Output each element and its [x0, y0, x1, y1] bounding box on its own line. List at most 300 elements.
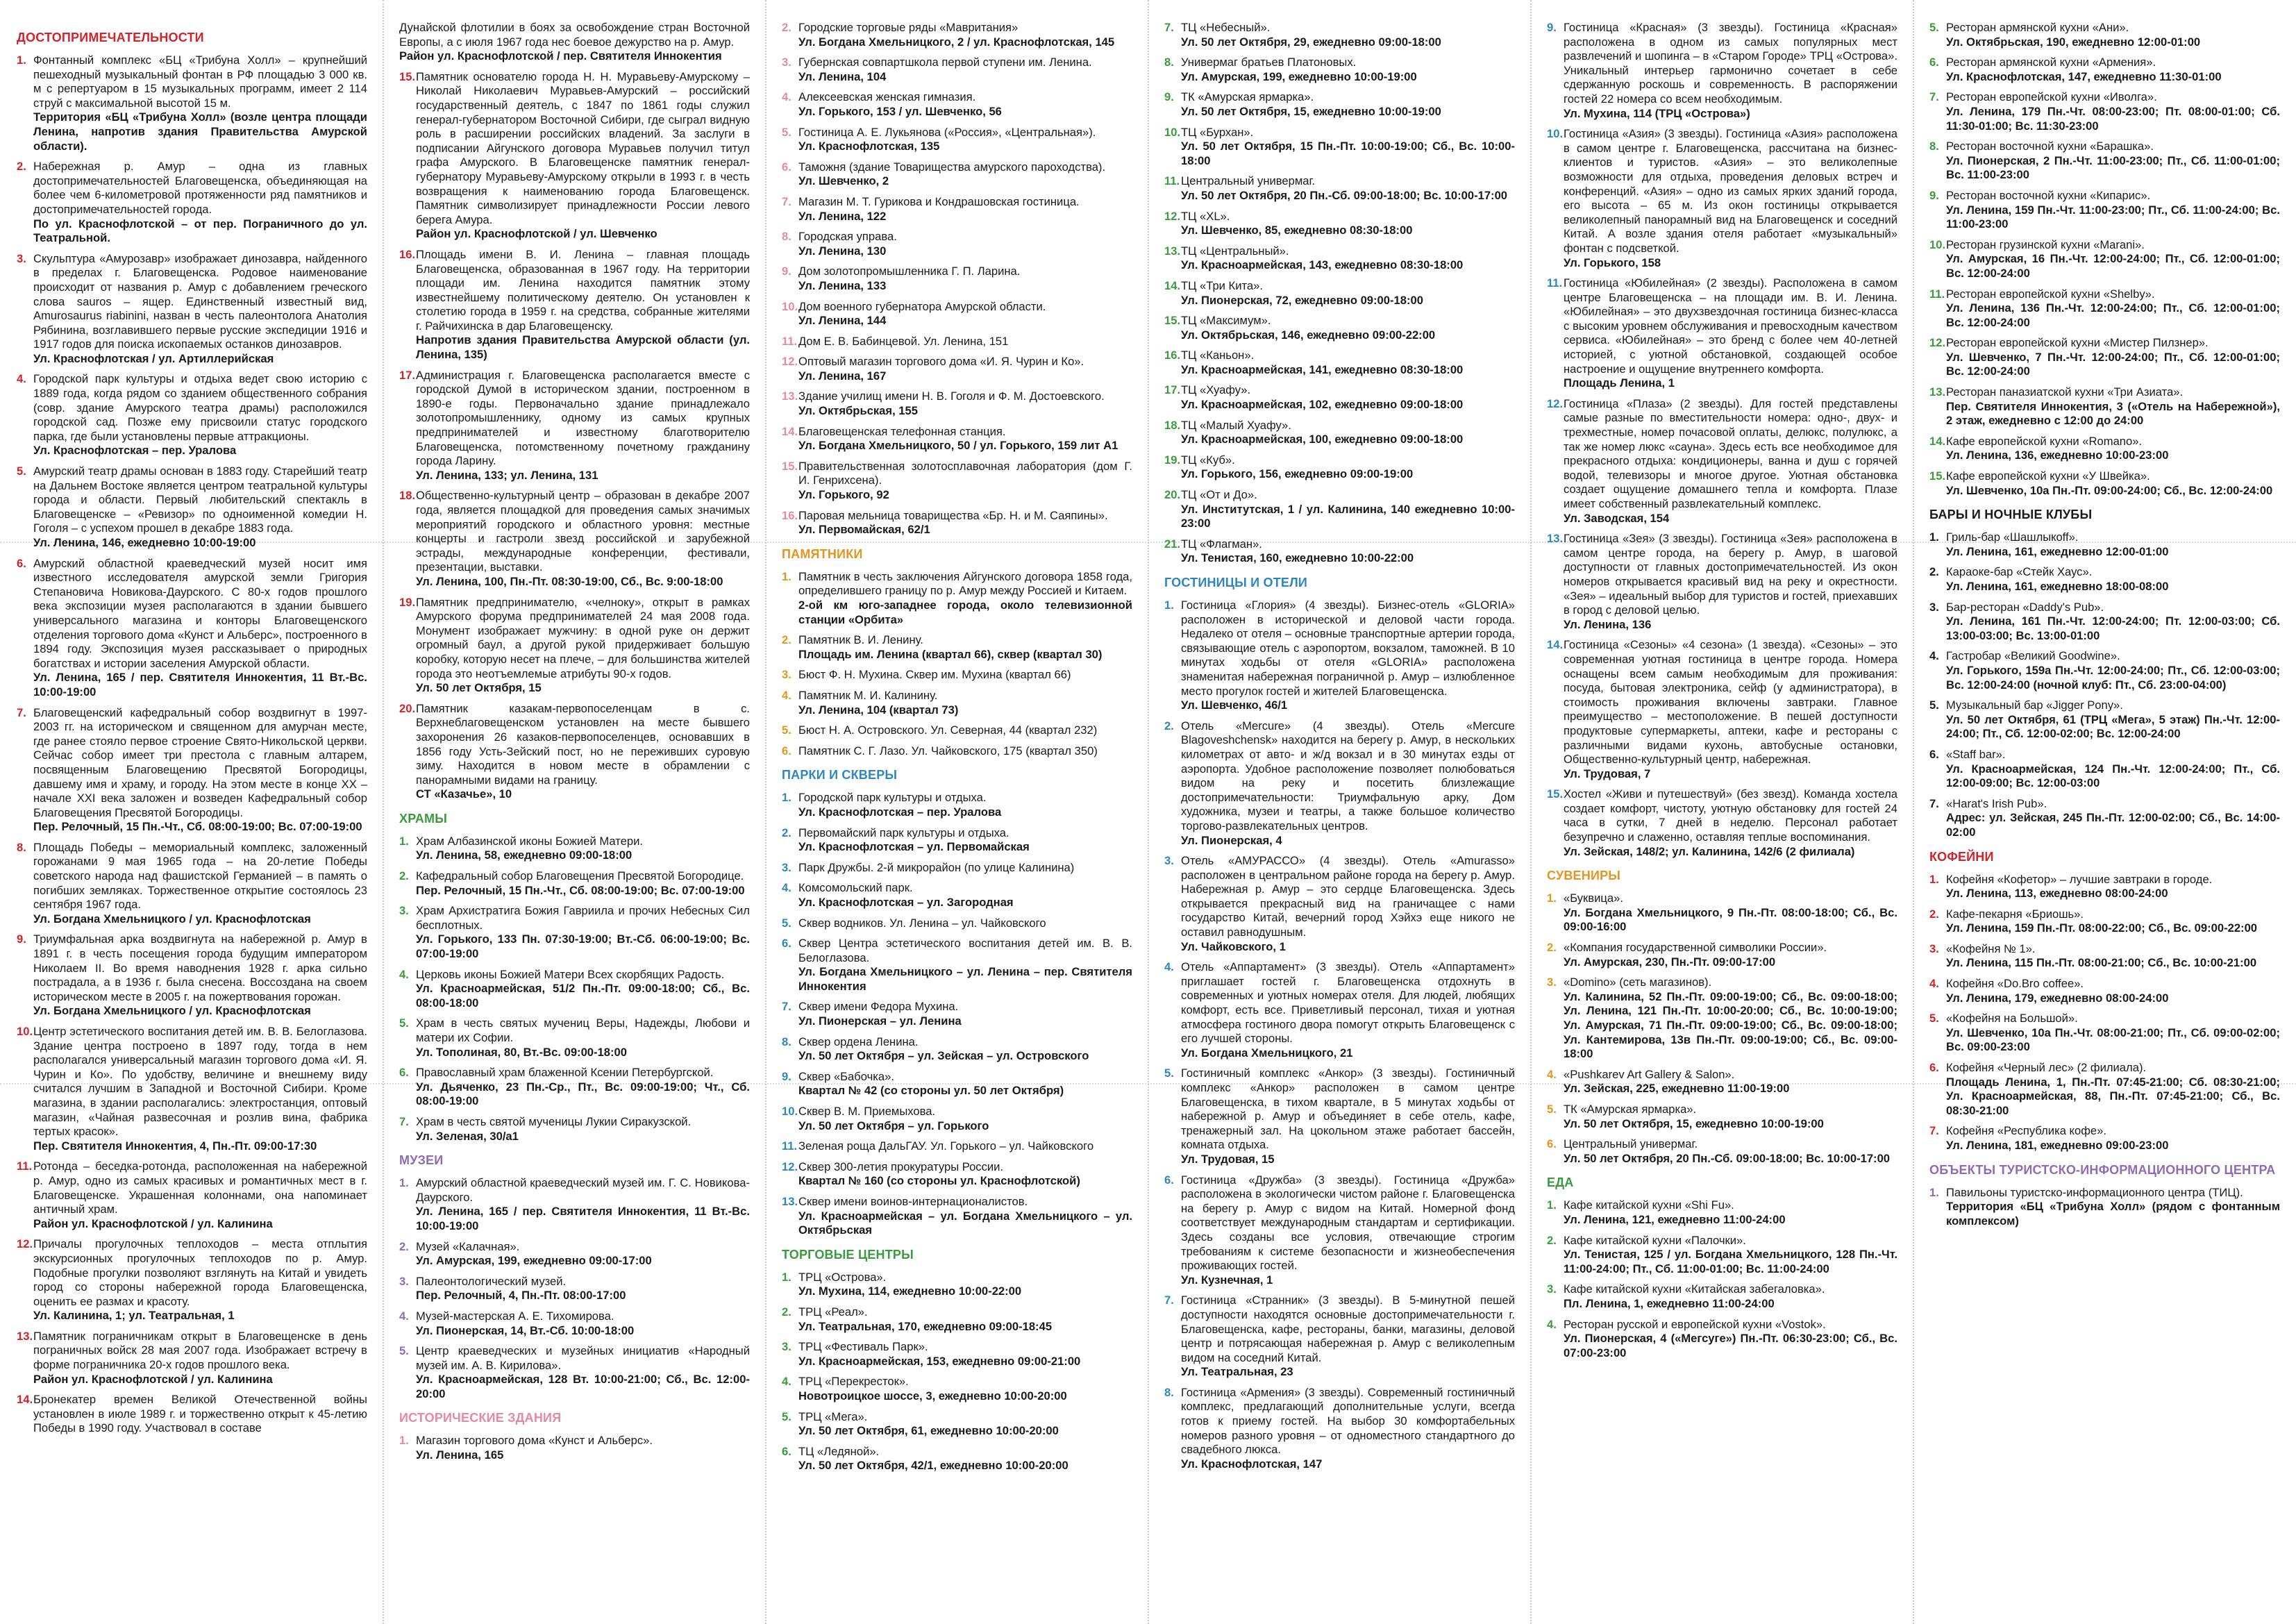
item-description: Набережная р. Амур – одна из главных достопримечательностей Благовещенска, объединяющая на более чем 6-километровой протяженности ряд памятников и достопримечательностей города. — [33, 160, 367, 216]
item-body — [33, 1330, 367, 1387]
item-number: 6. — [782, 744, 791, 757]
item-address: Пер. Релочный, 15 Пн.-Чт., Сб. 08:00-19:00; Вс. 07:00-19:00 — [33, 820, 362, 834]
list-item — [1929, 907, 2280, 936]
item-address: Ул. Богдана Хмельницкого – ул. Ленина – пер. Святителя Иннокентия — [798, 965, 1132, 993]
item-address: Ул. Ленина, 146, ежедневно 10:00-19:00 — [33, 536, 256, 549]
item-address: Пл. Ленина, 1, ежедневно 11:00-24:00 — [1564, 1296, 1775, 1310]
item-number: 7. — [782, 1000, 791, 1014]
item-address: Ул. Пионерская, 2 Пн.-Чт. 11:00-23:00; Пт., Сб. 11:00-01:00; Вс. 11:00-23:00 — [1946, 153, 2280, 182]
item-description: ТЦ «Хуафу». — [1181, 383, 1251, 397]
item-body — [798, 570, 1132, 627]
item-address: Ул. Трудовая, 15 — [1181, 1152, 1275, 1166]
item-description: Бюст Ф. Н. Мухина. Сквер им. Мухина (квартал 66) — [798, 668, 1071, 682]
item-address: Ул. Красноармейская, 124 Пн.-Чт. 12:00-24:00; Пт., Сб. 12:00-09:00; Вс. 12:00-03:00 — [1946, 762, 2280, 790]
item-description: Храм в честь святых мучениц Веры, Надежды, Любови и матери их Софии. — [416, 1016, 750, 1044]
item-body — [1564, 1198, 1897, 1227]
item-address: По ул. Краснофлотской – от пер. Пограничного до ул. Театральной. — [33, 217, 367, 245]
item-body — [1564, 1282, 1897, 1311]
item-description: Алексеевская женская гимназия. — [798, 90, 976, 104]
item-number: 8. — [1164, 56, 1174, 69]
list-item — [1929, 942, 2280, 971]
list-item — [17, 372, 367, 458]
item-body — [416, 1016, 750, 1060]
section-heading: СУВЕНИРЫ — [1547, 869, 1621, 883]
item-body — [798, 1410, 1132, 1439]
item-body — [1181, 383, 1515, 412]
list-item — [1929, 530, 2280, 559]
list-item — [1547, 1103, 1897, 1131]
item-number: 3. — [1164, 854, 1174, 868]
list-item — [782, 1035, 1132, 1064]
item-description: Кафе-пекарня «Бриошь». — [1946, 907, 2084, 921]
item-number: 2. — [1547, 1233, 1557, 1247]
item-description: Храм Архистратига Божия Гавриила и прочих Небесных Сил бесплотных. — [416, 904, 750, 932]
list-item — [782, 1105, 1132, 1133]
list-item — [17, 706, 367, 835]
list-item — [782, 390, 1132, 418]
item-address: Ул. Ленина, 165 / пер. Святителя Иннокентия, 11 Вт.-Вс. 10:00-19:00 — [416, 1205, 750, 1232]
item-body — [1564, 1318, 1897, 1361]
list-item — [782, 1195, 1132, 1238]
item-number: 12. — [1929, 336, 1946, 350]
item-body — [1181, 1173, 1515, 1288]
item-description: Памятник казакам-первопоселенцам в с. Верхнеблаговещенском установлен на месте бывшего захоронения 26 казаков-первопоселенцев, основавших в 1856 году Усть-Зейский пост, но не переживших суровую зиму. Находится в новом месте в обрамлении с панорамными видами на границу. — [416, 701, 750, 787]
list-item — [782, 1160, 1132, 1189]
item-address: Ул. Ленина, 159 Пн.-Пт. 08:00-22:00; Сб., Вс. 09:00-22:00 — [1946, 921, 2258, 935]
item-address: Ул. Шевченко, 10а Пн.-Пт. 09:00-24:00; Сб., Вс. 12:00-24:00 — [1946, 483, 2273, 497]
list-item — [782, 668, 1132, 683]
item-number: 1. — [17, 53, 26, 67]
item-number: 13. — [1929, 385, 1946, 399]
item-description: «Harat's Irish Pub». — [1946, 796, 2047, 810]
item-description: Правительственная золотосплавочная лаборатория (дом Г. И. Генрихсена). — [798, 459, 1132, 487]
item-address: Район ул. Краснофлотской / ул. Калинина — [33, 1216, 273, 1230]
item-address: Район ул. Краснофлотской / пер. Святителя Иннокентия — [399, 49, 722, 63]
list-item — [399, 1016, 750, 1060]
item-number: 21. — [1164, 537, 1181, 551]
item-body — [1564, 976, 1897, 1062]
list-item — [399, 1434, 750, 1462]
list-item — [17, 252, 367, 367]
list-item — [1164, 1294, 1515, 1380]
item-number: 1. — [782, 791, 791, 805]
item-description: Губернская совпартшкола первой ступени им. Ленина. — [798, 56, 1092, 69]
item-number: 11. — [1164, 174, 1180, 188]
item-description: Амурский театр драмы основан в 1883 году. Старейший театр на Дальнем Востоке является центром театральной культуры города и области. Первый любительский спектакль в Благовещенске – «Ревизор» по одноименной комедии Н. Гоголя – с успехом прошел в декабре 1883 года. — [33, 464, 367, 535]
item-description: ТЦ «Бурхан». — [1181, 125, 1254, 139]
item-number: 14. — [17, 1393, 33, 1407]
item-number: 20. — [399, 701, 416, 715]
item-body — [416, 968, 750, 1011]
item-address: Ул. Трудовая, 7 — [1564, 767, 1651, 780]
item-number: 5. — [782, 916, 791, 930]
list-item — [782, 826, 1132, 855]
item-number: 12. — [782, 1160, 798, 1173]
item-address: Ул. Горького, 158 — [1564, 256, 1661, 269]
item-address: Ул. Ленина, 104 (квартал 73) — [798, 703, 959, 717]
list-item — [1164, 56, 1515, 84]
item-body — [1181, 349, 1515, 377]
list-item — [1547, 532, 1897, 632]
item-number: 4. — [399, 967, 409, 981]
item-address: Ул. Ленина, 121, ежедневно 11:00-24:00 — [1564, 1212, 1786, 1226]
item-description: Музей «Калачная». — [416, 1239, 520, 1253]
item-address: Район ул. Краснофлотской / ул. Шевченко — [416, 227, 657, 241]
list-item — [782, 300, 1132, 328]
item-number: 8. — [1929, 140, 1939, 153]
section-heading: ПАРКИ И СКВЕРЫ — [782, 768, 898, 782]
item-description: Отель «Аппартамент» (3 звезды). Отель «Аппартамент» приглашает гостей г. Благовещенска отдохнуть в современных и уютных номерах отеля. Для людей, любящих комфорт, есть все. Приветливый персонал, тихая и уютная атмосфера гостиного двора помогут открыть Благовещенск с его лучшей стороны. — [1181, 960, 1515, 1046]
list-item — [782, 230, 1132, 258]
item-address: Ул. Заводская, 154 — [1564, 511, 1670, 525]
item-body — [798, 826, 1132, 855]
item-description: Гостиница «Странник» (3 звезды). В 5-минутной пешей доступности находятся основные достопримечательности г. Благовещенска, кафе, рестораны, банки, магазины, деловой центр и потрясающая набережная р. Амур с великолепным видом на соседний Китай. — [1181, 1294, 1515, 1364]
item-description: Дом военного губернатора Амурской области. — [798, 299, 1046, 313]
item-body — [1181, 719, 1515, 848]
item-body — [1946, 469, 2280, 498]
item-body — [416, 904, 750, 961]
item-body — [1181, 488, 1515, 531]
item-description: Площадь имени В. И. Ленина – главная площадь Благовещенска, образованная в 1967 году. На территории площади им. Ленина находится памятник этому известнейшему политическому деятелю. Он установлен к столетию города в 1959 г. на средства, собранные жителями г. Райчихинска в дар Благовещенску. — [416, 247, 750, 333]
column-5 — [1547, 21, 1897, 1614]
item-description: Паровая мельница товарищества «Бр. Н. и М. Саяпины». — [798, 508, 1108, 522]
list-item — [399, 70, 750, 242]
item-address: Ул. 50 лет Октября, 42/1, ежедневно 10:00-20:00 — [798, 1459, 1069, 1473]
item-address: Ул. Ленина, 161, ежедневно 18:00-08:00 — [1946, 580, 2169, 593]
list-item — [1547, 1282, 1897, 1311]
item-description: Дом золотопромышленника Г. П. Ларина. — [798, 265, 1021, 278]
item-address: Ул. Октябрьская, 146, ежедневно 09:00-22:00 — [1181, 328, 1436, 342]
item-description: ТЦ «Небесный». — [1181, 21, 1271, 34]
item-description: ТЦ «Ледяной». — [798, 1444, 880, 1458]
section-heading: ГОСТИНИЦЫ И ОТЕЛИ — [1164, 576, 1308, 589]
item-address: Ул. Калинина, 52 Пн.-Пт. 09:00-19:00; Сб., Вс. 09:00-18:00; Ул. Ленина, 121 Пн.-Пт. 10:00-20:00; Сб., Вс. 10:00-19:00; Ул. Амурская, 71 Пн.-Пт. 09:00-19:00; Сб., Вс. 09:00-18:00; Ул. Кантемирова, 13в Пн.-Пт. 09:00-19:00; Сб., Вс. 09:00-18:00 — [1564, 989, 1897, 1061]
item-description: Дунайской флотилии в боях за освобождение стран Восточной Европы, а с июля 1967 года нес боевое дежурство на р. Амур. — [399, 21, 750, 49]
list-item — [1164, 244, 1515, 273]
list-item — [782, 881, 1132, 910]
item-description: Ресторан армянской кухни «Армения». — [1946, 56, 2156, 69]
item-body — [1181, 244, 1515, 273]
item-body — [1181, 1294, 1515, 1380]
item-address: Ул. Ленина, 133 — [798, 278, 887, 292]
item-body — [1181, 598, 1515, 713]
item-address: Ул. Краснофлотская – пер. Уралова — [33, 444, 237, 458]
item-body — [798, 937, 1132, 994]
item-number: 17. — [1164, 383, 1181, 397]
item-address: Ул. Шевченко, 2 — [798, 174, 889, 188]
section-heading: БАРЫ И НОЧНЫЕ КЛУБЫ — [1929, 508, 2093, 522]
item-body — [416, 1176, 750, 1233]
item-body — [33, 372, 367, 458]
item-description: Сквер Центра эстетического воспитания детей им. В. В. Белоглазова. — [798, 937, 1132, 964]
item-address: Ул. Красноармейская, 143, ежедневно 08:30-18:00 — [1181, 258, 1464, 272]
item-address: Ул. Ленина, 161, ежедневно 12:00-01:00 — [1946, 544, 2169, 558]
item-number: 15. — [782, 459, 798, 473]
list-item — [17, 1025, 367, 1153]
item-description: Гриль-бар «Шашлыкoff». — [1946, 530, 2079, 544]
item-body — [33, 1025, 367, 1153]
item-address: Площадь Ленина, 1, Пн.-Пт. 07:45-21:00; Сб. 08:30-21:00; Ул. Красноармейская, 88, Пн.-Пт. 07:45-21:00; Сб., Вс. 08:30-21:00 — [1946, 1075, 2280, 1117]
list-item — [782, 916, 1132, 931]
list-item — [1164, 174, 1515, 203]
item-number: 1. — [1929, 530, 1939, 544]
item-description: Городской парк культуры и отдыха. — [798, 791, 987, 805]
list-item — [1929, 1012, 2280, 1055]
item-description: Храм Албазинской иконы Божией Матери. — [416, 834, 644, 848]
item-number: 5. — [17, 464, 26, 478]
item-body — [798, 1139, 1132, 1154]
item-description: Гастробар «Великий Goodwine». — [1946, 649, 2120, 663]
item-description: Церковь иконы Божией Матери Всех скорбящих Радость. — [416, 967, 725, 981]
item-number: 4. — [1547, 1067, 1557, 1081]
list-item — [782, 723, 1132, 738]
item-address: Ул. 50 лет Октября, 15, ежедневно 10:00-19:00 — [1564, 1116, 1824, 1130]
list-item — [399, 489, 750, 589]
item-address: Ул. Институтская, 1 / ул. Калинина, 140 ежедневно 10:00-23:00 — [1181, 502, 1515, 530]
item-address: Ул. Зейская, 225, ежедневно 11:00-19:00 — [1564, 1082, 1790, 1096]
item-address: Ул. 50 лет Октября, 20 Пн.-Сб. 09:00-18:00; Вс. 10:00-17:00 — [1181, 188, 1508, 202]
item-number: 3. — [17, 251, 26, 265]
item-body — [798, 56, 1132, 84]
list-item — [1164, 210, 1515, 238]
item-number: 8. — [1164, 1385, 1174, 1399]
item-address: Ул. Богдана Хмельницкого / ул. Краснофлотская — [33, 912, 311, 926]
item-description: Ресторан грузинской кухни «Marani». — [1946, 237, 2145, 251]
item-body — [416, 369, 750, 483]
item-description: Памятник С. Г. Лазо. Ул. Чайковского, 175 (квартал 350) — [798, 744, 1098, 757]
list-item — [399, 1066, 750, 1109]
item-address: Пер. Релочный, 15 Пн.-Чт., Сб. 08:00-19:00; Вс. 07:00-19:00 — [416, 883, 745, 897]
item-number: 12. — [17, 1237, 33, 1251]
list-item — [782, 1139, 1132, 1154]
list-item — [1547, 787, 1897, 859]
item-number: 6. — [399, 1066, 409, 1080]
item-description: Амурский областной краеведческий музей носит имя известного исследователя амурской земли Григория Степановича Новикова-Даурского. С 80-х годов прошлого века экспозиции музея располагаются в здании бывшего универсального магазина и конторы Благовещенского отделения торгового дома «Кунст и Альберс», построенного в 1894 году. Экспозиция музея рассказывает о природных богатствах и истории заселения Амурской области. — [33, 556, 367, 670]
list-item — [782, 1070, 1132, 1098]
item-number: 2. — [1929, 907, 1939, 921]
list-item — [782, 861, 1132, 876]
item-description: Кафе европейской кухни «У Швейка». — [1946, 469, 2150, 483]
item-address: 2-ой км юго-западнее города, около телевизионной станции «Орбита» — [798, 598, 1132, 626]
item-body — [1181, 126, 1515, 169]
item-address: Ул. 50 лет Октября, 61, ежедневно 10:00-20:00 — [798, 1424, 1059, 1438]
item-address: Территория «БЦ «Трибуна Холл» (рядом с фонтанным комплексом) — [1946, 1200, 2280, 1228]
item-number: 3. — [1547, 976, 1557, 989]
item-address: Ул. Первомайская, 62/1 — [798, 523, 930, 537]
item-description: Кафе китайской кухни «Китайская забегаловка». — [1564, 1282, 1825, 1296]
item-body — [1564, 1103, 1897, 1131]
list-item — [782, 744, 1132, 759]
item-address: Ул. Тенистая, 160, ежедневно 10:00-22:00 — [1181, 551, 1414, 565]
item-number: 7. — [782, 194, 791, 208]
item-address: Ул. Октябрьская, 155 — [798, 404, 918, 418]
item-body — [1946, 435, 2280, 463]
list-item — [17, 1160, 367, 1231]
list-item — [782, 1000, 1132, 1028]
item-address: Ул. Чайковского, 1 — [1181, 939, 1286, 953]
item-address: Ул. Амурская, 16 Пн.-Чт. 12:00-24:00; Пт., Сб. 12:00-01:00; Вс. 12:00-24:00 — [1946, 252, 2280, 280]
item-description: Центр эстетического воспитания детей им. В. В. Белоглазова. Здание центра построено в 1897 году, тогда в нем располагался универсальный магазин торгового дома «И. Я. Чурин и Ко». По удобству, величине и внешнему виду считался лучшим в Западной и Восточной Сибири. Кроме магазина, в здании располагались: электростанция, оптовый магазин, «Чайная развесочная и розлив вина, фабрика тертых красок». — [33, 1025, 367, 1139]
item-description: Ресторан армянской кухни «Ани». — [1946, 21, 2129, 34]
item-number: 7. — [399, 1114, 409, 1128]
item-body — [798, 265, 1132, 293]
item-description: ТЦ «Каньон». — [1181, 349, 1255, 362]
item-body — [1564, 127, 1897, 270]
list-item — [17, 160, 367, 246]
item-number: 2. — [782, 826, 791, 839]
list-item — [399, 1344, 750, 1401]
list-item — [1547, 1198, 1897, 1227]
item-description: Гостиница «Сезоны» «4 сезона» (1 звезда). «Сезоны» – это современная уютная гостиница в центре города. Номера оснащены всем самым необходимым для проживания: посуда, бытовая электроника, сейф (у администратора), в стоимость проживания включены завтраки. Главное преимущество – местоположение. В пешей доступности продуктовые супермаркеты, аптеки, кафе и рестораны с различными видами кухонь, автобусные остановки, Общественно-культурный центр, набережная. — [1564, 638, 1897, 767]
list-item — [17, 53, 367, 153]
list-item — [782, 1445, 1132, 1473]
item-body — [1946, 649, 2280, 692]
item-address: Ул. Красноармейская, 141, ежедневно 08:30-18:00 — [1181, 362, 1464, 376]
item-address: Ул. Ленина, 130 — [798, 244, 887, 258]
list-item — [1164, 1386, 1515, 1472]
item-description: ТРЦ «Фестиваль Парк». — [798, 1340, 928, 1354]
item-number: 12. — [1164, 209, 1181, 223]
item-description: Оптовый магазин торгового дома «И. Я. Чурин и Ко». — [798, 355, 1084, 369]
item-description: Благовещенский кафедральный собор воздвигнут в 1997-2003 гг. на историческом и священном для амурчан месте, где ранее стояло первое строение Свято-Никольской церкви. Сейчас собор имеет три престола с главным алтарем, посвященным Благовещению Пресвятой Богородицы, давшему имя и храму, и городу. На этом месте в конце XX – начале XXI века заложен и возведен Кафедральный собор Благовещения Пресвятой Богородицы. — [33, 705, 367, 819]
item-body — [798, 881, 1132, 910]
item-description: Памятник в честь заключения Айгунского договора 1858 года, определившего границу по р. Амур между Россией и Китаем. — [798, 569, 1132, 598]
item-body — [798, 390, 1132, 418]
item-description: Парк Дружбы. 2-й микрорайон (по улице Калинина) — [798, 860, 1075, 874]
item-number: 2. — [399, 869, 409, 883]
item-address: Пер. Святителя Иннокентия, 4, Пн.-Пт. 09:00-17:30 — [33, 1139, 317, 1153]
list-item — [1547, 1068, 1897, 1096]
item-number: 5. — [782, 125, 791, 139]
item-address: Ул. Калинина, 1; ул. Театральная, 1 — [33, 1309, 235, 1323]
list-item — [1164, 90, 1515, 119]
item-description: Музыкальный бар «Jigger Pony». — [1946, 698, 2123, 712]
list-item — [1929, 435, 2280, 463]
item-description: Сквер ордена Ленина. — [798, 1035, 919, 1048]
list-item — [399, 968, 750, 1011]
item-address: Ул. Красноармейская – ул. Богдана Хмельницкого – ул. Октябрьская — [798, 1209, 1132, 1237]
item-body — [1564, 21, 1897, 121]
item-number: 5. — [1164, 1066, 1174, 1080]
list-item — [399, 1115, 750, 1144]
item-number: 6. — [1164, 1173, 1174, 1187]
item-description: ТРЦ «Острова». — [798, 1270, 887, 1284]
list-item — [17, 841, 367, 927]
item-body — [1564, 891, 1897, 935]
item-body — [33, 932, 367, 1019]
list-item — [1164, 453, 1515, 482]
item-number: 11. — [782, 334, 798, 348]
item-address: Ул. Богдана Хмельницкого, 50 / ул. Горького, 159 лит А1 — [798, 439, 1118, 453]
item-body — [1181, 314, 1515, 342]
item-body — [1946, 873, 2280, 901]
item-description: ТЦ «От и До». — [1181, 488, 1257, 502]
item-description: Гостиница «Глория» (4 звезды). Бизнес-отель «GLORIA» расположен в исторической и деловой части города. Недалеко от отеля – основные транспортные артерии города, связывающие отель с аэропортом, вокзалом, таможней. В 10 минутах ходьбы от отеля «GLORIA» расположена знаменитая набережная пограничной р. Амур – излюбленное место прогулок гостей и жителей Благовещенска. — [1181, 598, 1515, 698]
list-item — [782, 509, 1132, 537]
item-number: 11. — [1547, 276, 1563, 290]
list-item — [17, 557, 367, 700]
item-number: 20. — [1164, 488, 1181, 502]
column-2 — [399, 21, 750, 1614]
item-address: Ул. Пионерская, 14, Вт.-Сб. 10:00-18:00 — [416, 1323, 635, 1337]
item-body — [1946, 1061, 2280, 1118]
list-item — [1929, 469, 2280, 498]
item-body — [416, 596, 750, 696]
item-description: Зеленая роща ДальГАУ. Ул. Горького – ул. Чайковского — [798, 1139, 1094, 1153]
item-body — [798, 230, 1132, 258]
item-body — [1181, 90, 1515, 119]
list-item — [1164, 383, 1515, 412]
item-description: Палеонтологический музей. — [416, 1274, 567, 1288]
list-item — [399, 904, 750, 961]
item-number: 7. — [1929, 796, 1939, 810]
item-body — [416, 1115, 750, 1144]
item-description: Благовещенская телефонная станция. — [798, 424, 1006, 438]
item-description: Гостиничный комплекс «Анкор» (3 звезды). Гостиничный комплекс «Анкор» расположен в самом центре Благовещенска, в тихом квартале, в 5 минутах ходьбы от набережной р. Амур и объединяет в себе отель, кафе, тренажерный зал. На цокольном этаже работает бассейн, комната отдыха. — [1181, 1066, 1515, 1152]
item-body — [1946, 942, 2280, 971]
list-item — [1547, 397, 1897, 526]
list-item — [782, 195, 1132, 224]
item-body — [1564, 532, 1897, 632]
item-description: Гостиница «Азия» (3 звезды). Гостиница «Азия» расположена в самом центре г. Благовещенска, рассчитана на бизнес-клиентов и туристов. «Азия» – это великолепные возможности для отдыха, проведения деловых встреч и конференций. «Азия» – одно из самых ярких зданий города, его высота – 65 м. Из окон гостиницы открывается великолепный панорамный вид на Благовещенск и соседний Китай. А возле здания отеля работает «музыкальный» фонтан с подсветкой. — [1564, 127, 1897, 255]
column-4 — [1164, 21, 1515, 1614]
item-description: Администрация г. Благовещенска располагается вместе с городской Думой в историческом здании, построенном в 1890-е годы. Первоначально здание принадлежало золотопромышленнику, одному из самых крупных предпринимателей и известному благотворителю Благовещенска, потомственному почетному гражданину города Ларину. — [416, 368, 750, 468]
item-body — [1564, 941, 1897, 969]
item-number: 5. — [1929, 1012, 1939, 1026]
item-number: 13. — [17, 1329, 33, 1343]
item-description: Бронекатер времен Великой Отечественной войны установлен в июле 1989 г. и торжественно открыт к 45-летию Победы в 1990 году. Участвовал в составе — [33, 1393, 367, 1435]
item-address: Ул. Ленина, 58, ежедневно 09:00-18:00 — [416, 848, 632, 862]
list-item — [782, 1271, 1132, 1299]
item-description: Магазин торгового дома «Кунст и Альберс». — [416, 1434, 653, 1448]
item-address: Ул. Пионерская, 4 («Мегсуге») Пн.-Пт. 06:30-23:00; Сб., Вс. 07:00-23:00 — [1564, 1332, 1897, 1359]
item-body — [1181, 1066, 1515, 1166]
item-body — [1946, 90, 2280, 133]
item-body — [1946, 797, 2280, 840]
item-body — [798, 723, 1132, 738]
item-description: Отель «Mercure» (4 звезды). Отель «Mercure Blagoveshchensk» находится на берегу р. Амур, в нескольких километрах от авто- и ж/д вокзал и в 30 минутах езды от аэропорта. Удобное расположение позволяет полюбоваться видом на реку и посетить близлежащие достопримечательности: Триумфальную арку, Дом художника, музеи и театры, а также большое количество торгово-развлекательных центров. — [1181, 719, 1515, 832]
item-description: Причалы прогулочных теплоходов – места отплытия экскурсионных прогулочных теплоходов по р. Амур. Подобные прогулки позволяют взглянуть на Китай и увидеть город со стороны набережной города Благовещенска, оценить ее размах и красоту. — [33, 1237, 367, 1308]
item-number: 5. — [399, 1344, 409, 1358]
item-description: ТК «Амурская ярмарка». — [1181, 90, 1314, 104]
item-body — [1564, 276, 1897, 391]
item-description: Памятник предпринимателю, «челноку», открыт в рамках Амурского форума предпринимателей 24 мая 2008 года. Монумент изображает мужчину: в одной руке он держит огромный баул, а другой рукой придерживает большую коробку, которую несет на плече, – для большинства жителей города это неотъемлемые атрибуты 90-х годов. — [416, 595, 750, 680]
column-fold-line — [383, 0, 384, 1624]
item-number: 16. — [1164, 349, 1181, 362]
item-description: Кафе китайской кухни «Shi Fu». — [1564, 1198, 1734, 1212]
item-body — [798, 126, 1132, 154]
item-address: Ул. 50 лет Октября, 20 Пн.-Сб. 09:00-18:00; Вс. 10:00-17:00 — [1564, 1151, 1891, 1165]
item-number: 1. — [1929, 872, 1939, 886]
item-description: Магазин М. Т. Гурикова и Кондрашовская гостиница. — [798, 194, 1080, 208]
list-item — [1929, 649, 2280, 692]
item-address: Ул. Шевченко, 10а Пн.-Чт. 08:00-21:00; Пт., Сб. 09:00-02:00; Вс. 09:00-23:00 — [1946, 1026, 2280, 1054]
list-item — [1547, 276, 1897, 391]
list-item — [1164, 314, 1515, 342]
item-body — [1564, 1137, 1897, 1166]
list-item — [782, 1305, 1132, 1334]
item-body — [798, 861, 1132, 876]
item-number: 9. — [1164, 90, 1174, 104]
item-address: Ул. Шевченко, 46/1 — [1181, 698, 1288, 712]
item-number: 9. — [17, 932, 26, 946]
item-number: 11. — [782, 1139, 798, 1153]
item-body — [1946, 601, 2280, 644]
item-body — [798, 300, 1132, 328]
item-body — [798, 355, 1132, 383]
item-number: 9. — [1929, 188, 1939, 202]
item-body — [33, 1237, 367, 1323]
